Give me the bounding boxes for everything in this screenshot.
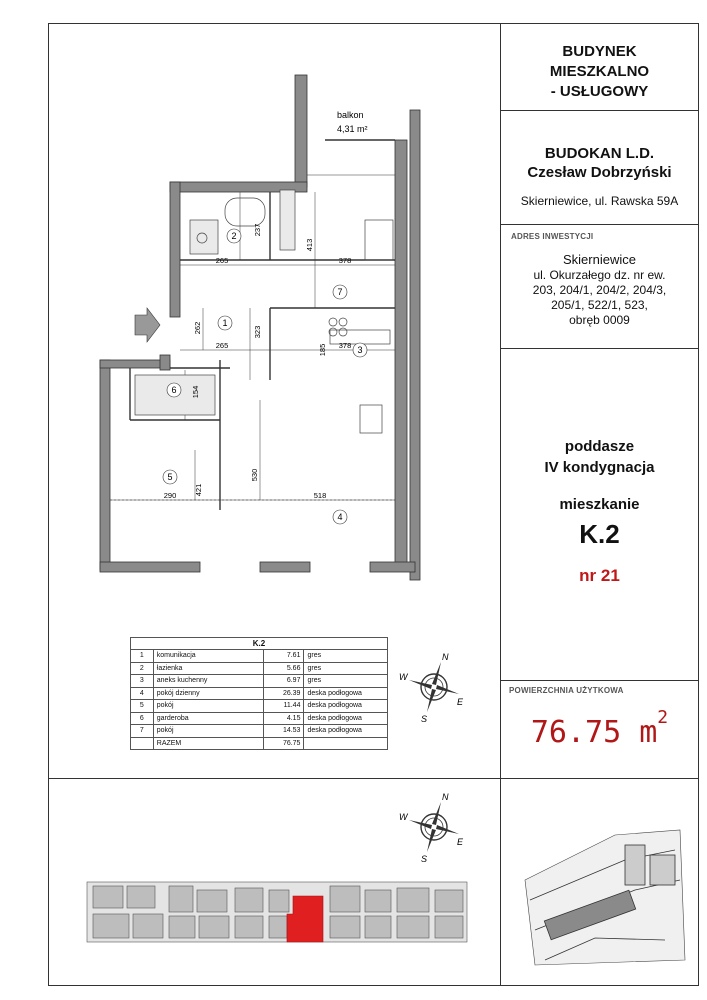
- compass-s-2: S: [421, 854, 428, 864]
- investment-line-5: obręb 0009: [569, 313, 630, 327]
- compass-e: E: [457, 697, 464, 707]
- closet: [280, 190, 295, 250]
- shower-tiles: [190, 220, 218, 254]
- building-overview-plan: [85, 870, 470, 950]
- balcony-area: 4,31 m²: [337, 124, 368, 134]
- wall-top-room5: [100, 360, 170, 368]
- room-number-3: 3: [357, 345, 363, 355]
- sitemap-divider: [500, 778, 501, 986]
- header-divider: [500, 110, 699, 111]
- investment-line-3: 203, 204/1, 204/2, 204/3,: [532, 283, 667, 297]
- area-unit-sup: 2: [657, 707, 669, 728]
- compass-s: S: [421, 714, 428, 724]
- room-table: [130, 637, 388, 750]
- site-map: [505, 820, 690, 970]
- dim-378-top: 378: [338, 256, 352, 265]
- dim-154: 154: [191, 385, 200, 399]
- compass-rose-small-icon: [397, 790, 471, 864]
- bathtub: [225, 198, 265, 226]
- company-owner: Czesław Dobrzyński: [527, 164, 672, 181]
- room-number-7: 7: [337, 287, 343, 297]
- wall-bottom-right: [370, 562, 415, 572]
- floor-level: IV kondygnacja: [544, 459, 655, 476]
- wall-balcony-left: [295, 75, 307, 187]
- building-type: [500, 42, 699, 102]
- dim-265-top: 265: [215, 256, 229, 265]
- dim-530: 530: [250, 468, 259, 482]
- investment-label: ADRES INWESTYCJI: [511, 232, 594, 241]
- room-number-1: 1: [222, 318, 228, 328]
- table-row: 7 pokój 14.53 deska podłogowa: [131, 725, 388, 738]
- dim-185: 185: [318, 343, 327, 357]
- table-row: 6 garderoba 4.15 deska podłogowa: [131, 712, 388, 725]
- area-divider: [500, 680, 699, 681]
- investment-line-4: 205/1, 522/1, 523,: [551, 298, 648, 312]
- wall-left-bath: [170, 182, 180, 317]
- room-number-6: 6: [171, 385, 177, 395]
- table-row: 4 pokój dzienny 26.39 deska podłogowa: [131, 687, 388, 700]
- dim-237: 237: [253, 223, 262, 237]
- room-number-2: 2: [231, 231, 237, 241]
- wall-right-far: [410, 110, 420, 580]
- wall-right-outer: [395, 140, 407, 570]
- entrance-arrow: [135, 308, 160, 342]
- investment-line-2: ul. Okurzałego dz. nr ew.: [533, 268, 666, 282]
- investment-address: [500, 251, 699, 328]
- area-label: POWIERZCHNIA UŻYTKOWA: [509, 686, 624, 695]
- room-number-4: 4: [337, 512, 343, 522]
- building-line-2: MIESZKALNO: [549, 63, 650, 80]
- company-divider: [500, 224, 699, 225]
- compass-w: W: [399, 672, 408, 682]
- room-table-title: K.2: [131, 638, 388, 650]
- compass-n: N: [442, 652, 449, 662]
- room-number-5: 5: [167, 472, 173, 482]
- dim-413: 413: [305, 238, 314, 252]
- table-row: 5 pokój 11.44 deska podłogowa: [131, 700, 388, 713]
- bottom-divider: [48, 778, 699, 779]
- floor-plan: [90, 70, 440, 590]
- right-panel-divider: [500, 23, 501, 778]
- floor-name: poddasze: [564, 438, 635, 455]
- company-address: Skierniewice, ul. Rawska 59A: [520, 194, 679, 208]
- table-row: 3 aneks kuchenny 6.97 gres: [131, 675, 388, 688]
- wall-left-outer: [100, 360, 110, 570]
- investment-line-1: Skierniewice: [563, 252, 636, 267]
- apartment-code: K.2: [579, 519, 620, 549]
- apartment-label: mieszkanie: [559, 496, 640, 513]
- apartment-number: nr 21: [579, 566, 620, 585]
- dim-421: 421: [194, 483, 203, 497]
- area-value: [500, 707, 699, 750]
- compass-rose-icon: [397, 650, 471, 724]
- dim-378-mid: 378: [338, 341, 352, 350]
- floor-block: [500, 436, 699, 586]
- area-number: 76.75 m: [530, 715, 658, 750]
- compass-n-2: N: [442, 792, 449, 802]
- company-name: BUDOKAN L.D.: [544, 145, 655, 162]
- wall-stub: [160, 355, 170, 370]
- bed: [365, 220, 393, 260]
- building-line-3: - USŁUGOWY: [550, 83, 649, 100]
- table-row: 2 łazienka 5.66 gres: [131, 662, 388, 675]
- investment-divider: [500, 348, 699, 349]
- wall-bottom-left: [100, 562, 200, 572]
- dining-table: [360, 405, 382, 433]
- dim-323: 323: [253, 325, 262, 339]
- wall-bottom-mid: [260, 562, 310, 572]
- company-block: [500, 144, 699, 209]
- dim-290: 290: [163, 491, 177, 500]
- dim-518: 518: [313, 491, 327, 500]
- compass-e-2: E: [457, 837, 464, 847]
- balcony-label: balkon: [337, 110, 364, 120]
- dim-265-mid: 265: [215, 341, 229, 350]
- building-line-1: BUDYNEK: [562, 43, 637, 60]
- dim-262: 262: [193, 321, 202, 335]
- table-total-row: RAZEM 76.75: [131, 737, 388, 750]
- compass-w-2: W: [399, 812, 408, 822]
- table-row: 1 komunikacja 7.61 gres: [131, 650, 388, 663]
